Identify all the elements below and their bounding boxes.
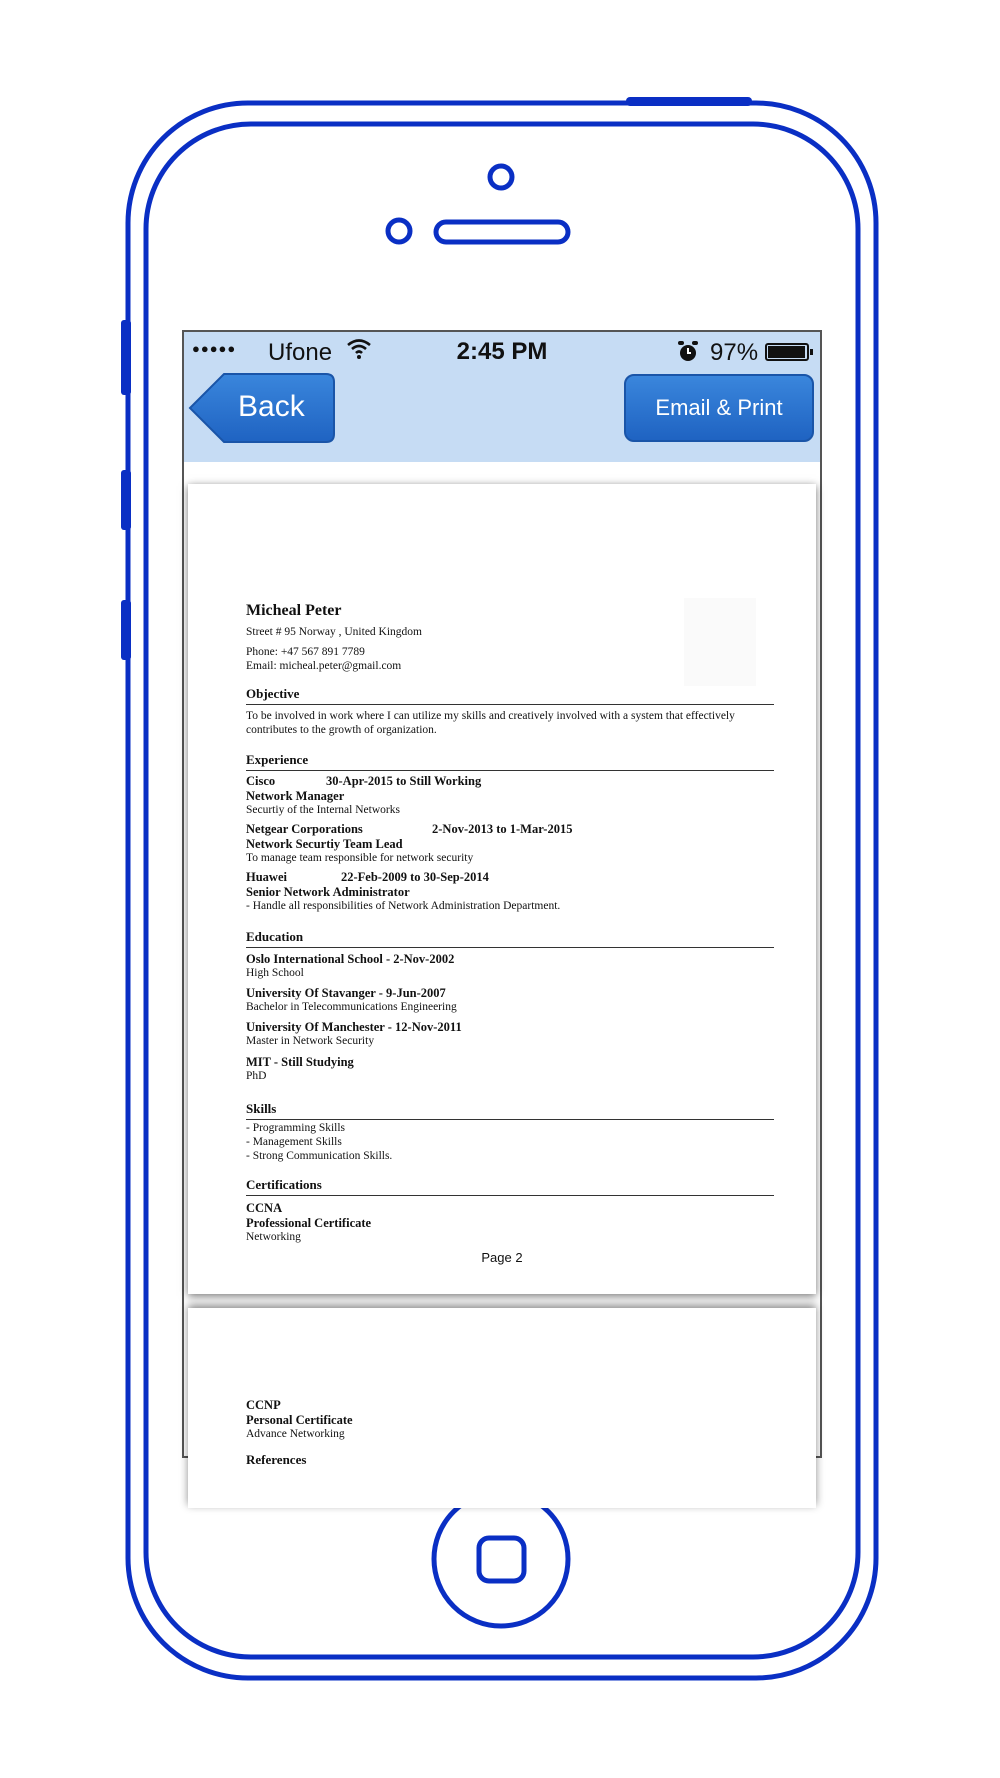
status-bar [184,332,820,372]
education-degree: PhD [246,1070,267,1082]
profile-photo-placeholder [684,598,756,686]
resume-email: Email: micheal.peter@gmail.com [246,660,402,672]
experience-company: Huawei [246,870,287,884]
navigation-bar [184,332,820,462]
experience-dates: 30-Apr-2015 to Still Working [326,774,482,788]
certification-name: CCNA [246,1201,283,1215]
experience-title: Network Securtiy Team Lead [246,837,403,851]
experience-description: Securtiy of the Internal Networks [246,804,400,816]
resume-page [188,484,816,1294]
resume-address: Street # 95 Norway , United Kingdom [246,626,422,638]
experience-dates: 2-Nov-2013 to 1-Mar-2015 [432,822,573,836]
phone-screen [182,330,822,1467]
experience-description: To manage team responsible for network security [246,852,474,864]
experience-description: - Handle all responsibilities of Network Administration Department. [246,900,561,912]
section-divider [246,770,774,771]
email-print-button[interactable]: Email & Print [624,374,814,442]
objective-heading: Objective [246,686,300,701]
education-heading: Education [246,929,304,944]
objective-text-line-1: To be involved in work where I can utilize my skills and creatively involved with a system that effectively [246,710,735,722]
resume-next-page [188,1308,816,1508]
education-degree: Master in Network Security [246,1035,375,1047]
references-heading: References [246,1452,307,1467]
certification-type: Personal Certificate [246,1413,353,1427]
education-degree: Bachelor in Telecommunications Engineering [246,1001,457,1013]
experience-heading: Experience [246,752,309,767]
battery-icon [765,343,809,361]
certification-name: CCNP [246,1398,281,1412]
experience-company: Netgear Corporations [246,822,363,836]
skills-heading: Skills [246,1101,277,1116]
skill-item: - Strong Communication Skills. [246,1150,393,1162]
status-time: 2:45 PM [456,338,548,365]
experience-company: Cisco [246,774,276,788]
skill-item: - Programming Skills [246,1122,346,1134]
education-school: University Of Stavanger - 9-Jun-2007 [246,986,446,1000]
battery-percentage: 97% [710,339,759,366]
carrier-name: Ufone [268,339,333,366]
certification-field: Networking [246,1231,301,1243]
back-button-label: Back [238,390,305,423]
education-school: Oslo International School - 2-Nov-2002 [246,952,455,966]
page-number: Page 2 [481,1250,523,1265]
back-button[interactable] [188,372,336,444]
skill-item: - Management Skills [246,1136,342,1148]
signal-strength-icon: ●●●●● [192,341,237,356]
education-school: University Of Manchester - 12-Nov-2011 [246,1020,462,1034]
certification-field: Advance Networking [246,1428,345,1440]
certifications-heading: Certifications [246,1177,322,1192]
experience-title: Network Manager [246,789,345,803]
experience-title: Senior Network Administrator [246,885,410,899]
experience-dates: 22-Feb-2009 to 30-Sep-2014 [341,870,489,884]
resume-phone: Phone: +47 567 891 7789 [246,646,365,658]
section-divider [246,947,774,948]
section-divider [246,1119,774,1120]
section-divider [246,1195,774,1196]
education-school: MIT - Still Studying [246,1055,354,1069]
resume-name: Micheal Peter [246,602,342,619]
education-degree: High School [246,967,304,979]
section-divider [246,704,774,705]
objective-text-line-2: contributes to the growth of organization. [246,724,437,736]
alarm-icon [676,339,700,371]
certification-type: Professional Certificate [246,1216,372,1230]
